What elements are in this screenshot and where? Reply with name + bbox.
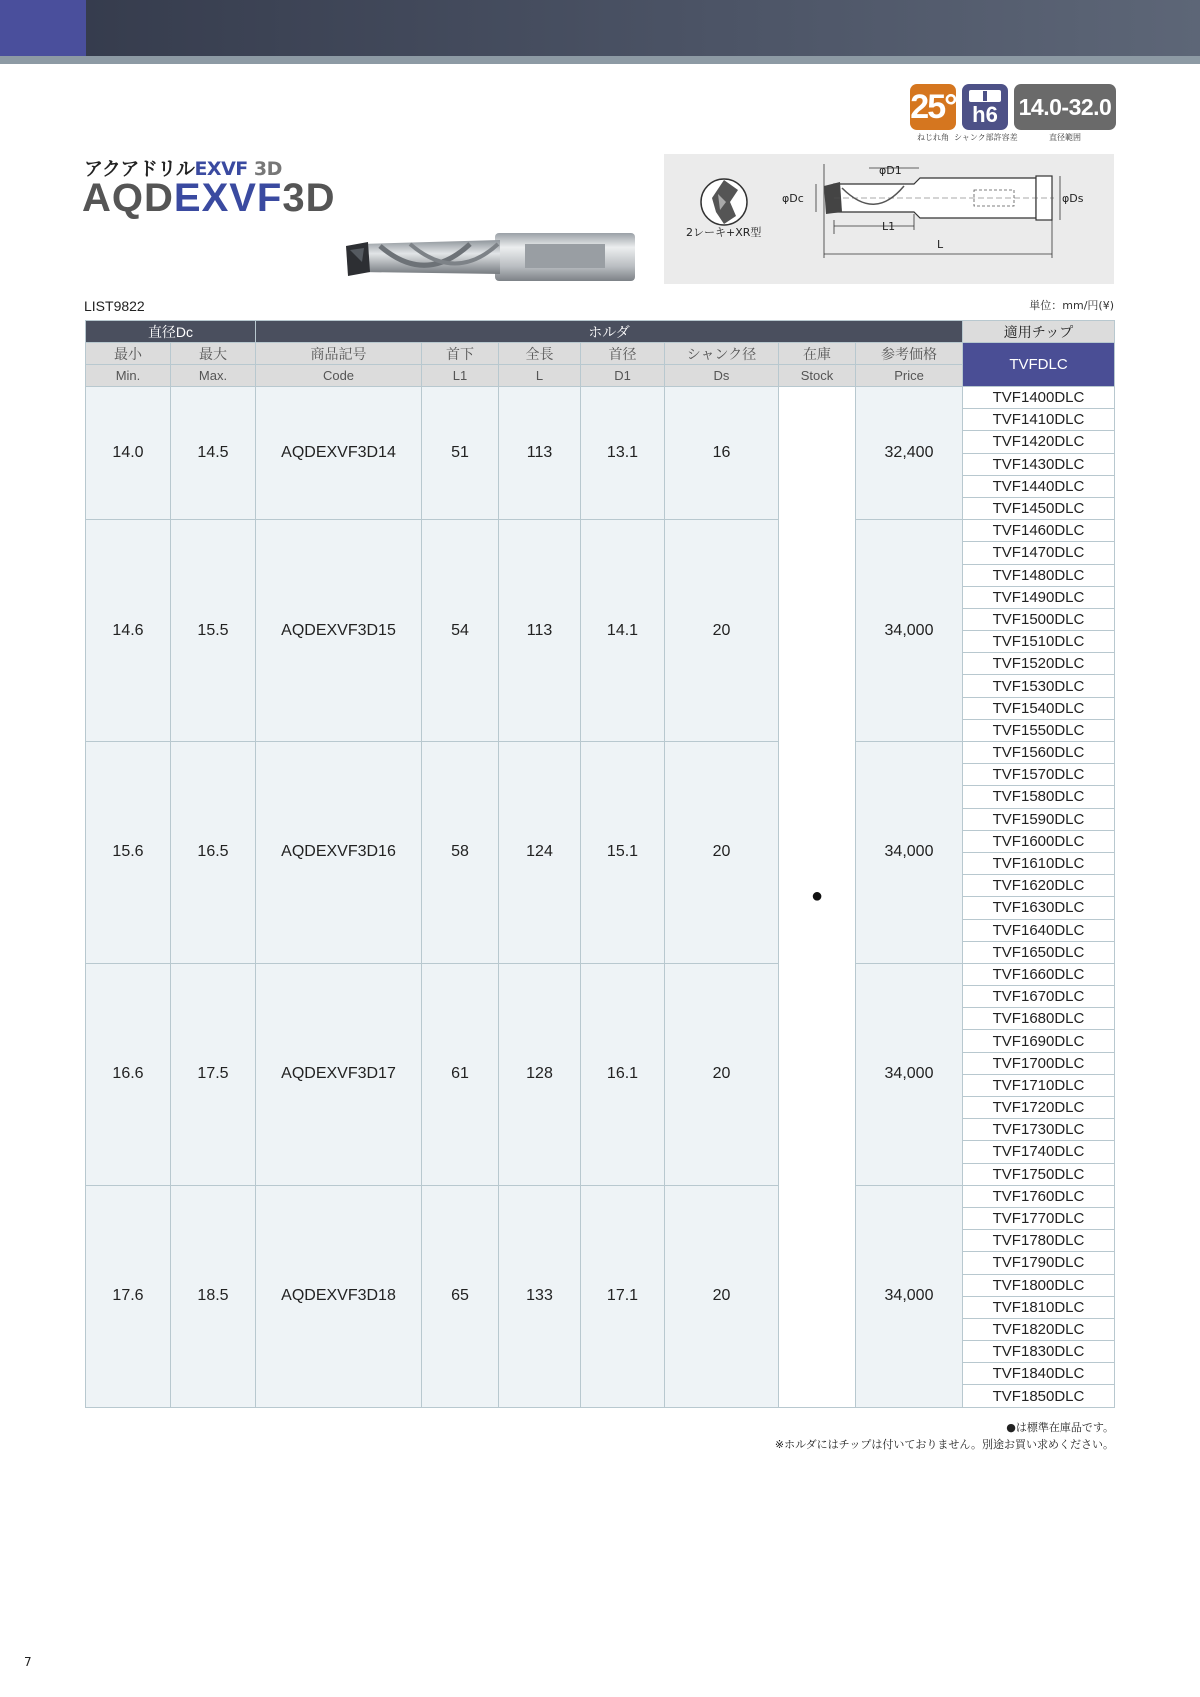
cell-l: 113 xyxy=(499,520,581,742)
cell-max: 16.5 xyxy=(171,742,256,964)
product-table xyxy=(85,320,1115,1408)
chip-code: TVF1540DLC xyxy=(963,697,1115,719)
column-header-max: 最大 xyxy=(171,343,256,365)
cell-ds: 20 xyxy=(665,742,779,964)
header-jp-row xyxy=(86,343,1115,365)
header-en-row xyxy=(86,365,1115,387)
header-accent xyxy=(0,0,86,56)
chip-code: TVF1790DLC xyxy=(963,1252,1115,1274)
ds-label: φDs xyxy=(1062,192,1084,205)
cell-ds: 20 xyxy=(665,520,779,742)
cell-ds: 20 xyxy=(665,963,779,1185)
group-chip-header: 適用チップ xyxy=(963,321,1115,343)
chip-code: TVF1420DLC xyxy=(963,431,1115,453)
cell-max: 14.5 xyxy=(171,387,256,520)
table-row xyxy=(86,742,1115,764)
chip-code: TVF1620DLC xyxy=(963,875,1115,897)
list-number: LIST9822 xyxy=(84,298,145,314)
header-rule xyxy=(0,56,1200,64)
stock-note: ●は標準在庫品です。 xyxy=(1006,1421,1114,1434)
cell-d1: 13.1 xyxy=(581,387,665,520)
dimension-diagram xyxy=(664,154,1114,284)
column-subheader-code: Code xyxy=(256,365,422,387)
column-header-price: 参考価格 xyxy=(856,343,963,365)
cell-l1: 61 xyxy=(422,963,499,1185)
cell-l: 133 xyxy=(499,1185,581,1407)
group-diameter-header: 直径Dc xyxy=(86,321,256,343)
column-header-l: 全長 xyxy=(499,343,581,365)
header-group-row xyxy=(86,321,1115,343)
column-header-l1: 首下 xyxy=(422,343,499,365)
column-header-min: 最小 xyxy=(86,343,171,365)
column-header-code: 商品記号 xyxy=(256,343,422,365)
column-header-d1: 首径 xyxy=(581,343,665,365)
cell-price: 32,400 xyxy=(856,387,963,520)
column-subheader-min: Min. xyxy=(86,365,171,387)
chip-code: TVF1410DLC xyxy=(963,409,1115,431)
cell-l: 124 xyxy=(499,742,581,964)
chip-code: TVF1740DLC xyxy=(963,1141,1115,1163)
cell-l1: 65 xyxy=(422,1185,499,1407)
cell-min: 14.0 xyxy=(86,387,171,520)
d1-label: φD1 xyxy=(879,164,902,177)
column-subheader-d1: D1 xyxy=(581,365,665,387)
column-subheader-stock: Stock xyxy=(779,365,856,387)
unit-label: 単位：mm/円(¥) xyxy=(1029,299,1114,312)
chip-code: TVF1800DLC xyxy=(963,1274,1115,1296)
column-subheader-max: Max. xyxy=(171,365,256,387)
chip-code: TVF1820DLC xyxy=(963,1318,1115,1340)
cell-l1: 51 xyxy=(422,387,499,520)
chip-code: TVF1750DLC xyxy=(963,1163,1115,1185)
cell-max: 15.5 xyxy=(171,520,256,742)
column-header-stock: 在庫 xyxy=(779,343,856,365)
chip-code: TVF1460DLC xyxy=(963,520,1115,542)
drill-image xyxy=(340,232,640,287)
chip-code: TVF1570DLC xyxy=(963,764,1115,786)
chip-code: TVF1760DLC xyxy=(963,1185,1115,1207)
chip-code: TVF1850DLC xyxy=(963,1385,1115,1407)
cell-code: AQDEXVF3D14 xyxy=(256,387,422,520)
header-bar xyxy=(0,0,1200,56)
chip-code: TVF1530DLC xyxy=(963,675,1115,697)
range-caption: 直径範囲 xyxy=(1049,133,1081,142)
cell-d1: 14.1 xyxy=(581,520,665,742)
group-holder-header: ホルダ xyxy=(256,321,963,343)
chip-code: TVF1650DLC xyxy=(963,941,1115,963)
chip-code: TVF1680DLC xyxy=(963,1008,1115,1030)
chip-type-header: TVFDLC xyxy=(963,343,1115,387)
shank-caption: シャンク部許容差 xyxy=(954,133,1018,142)
product-name-en: AQDEXVF3D xyxy=(82,176,336,220)
chip-code: TVF1500DLC xyxy=(963,608,1115,630)
cell-l: 128 xyxy=(499,963,581,1185)
cell-max: 18.5 xyxy=(171,1185,256,1407)
column-header-ds: シャンク径 xyxy=(665,343,779,365)
insert-caption: 2レーキ+XR型 xyxy=(686,226,762,239)
diameter-range-badge: 14.0-32.0 xyxy=(1014,84,1116,130)
table-row xyxy=(86,963,1115,985)
chip-code: TVF1700DLC xyxy=(963,1052,1115,1074)
chip-code: TVF1720DLC xyxy=(963,1097,1115,1119)
page-number: 7 xyxy=(24,1655,32,1669)
chip-code: TVF1670DLC xyxy=(963,986,1115,1008)
cell-code: AQDEXVF3D15 xyxy=(256,520,422,742)
chip-code: TVF1510DLC xyxy=(963,631,1115,653)
cell-code: AQDEXVF3D16 xyxy=(256,742,422,964)
chip-code: TVF1780DLC xyxy=(963,1230,1115,1252)
chip-code: TVF1440DLC xyxy=(963,475,1115,497)
cell-d1: 16.1 xyxy=(581,963,665,1185)
chip-code: TVF1470DLC xyxy=(963,542,1115,564)
cell-l1: 58 xyxy=(422,742,499,964)
chip-code: TVF1400DLC xyxy=(963,387,1115,409)
chip-code: TVF1580DLC xyxy=(963,786,1115,808)
cell-min: 16.6 xyxy=(86,963,171,1185)
chip-code: TVF1560DLC xyxy=(963,742,1115,764)
chip-code: TVF1840DLC xyxy=(963,1363,1115,1385)
l1-label: L1 xyxy=(882,220,896,233)
chip-code: TVF1690DLC xyxy=(963,1030,1115,1052)
cell-price: 34,000 xyxy=(856,1185,963,1407)
cell-code: AQDEXVF3D18 xyxy=(256,1185,422,1407)
helix-angle-badge: 25° xyxy=(910,84,956,130)
cell-l1: 54 xyxy=(422,520,499,742)
cell-d1: 17.1 xyxy=(581,1185,665,1407)
chip-code: TVF1490DLC xyxy=(963,586,1115,608)
chip-code: TVF1610DLC xyxy=(963,852,1115,874)
cell-max: 17.5 xyxy=(171,963,256,1185)
chip-code: TVF1730DLC xyxy=(963,1119,1115,1141)
chip-code: TVF1520DLC xyxy=(963,653,1115,675)
chip-code: TVF1480DLC xyxy=(963,564,1115,586)
stock-indicator: ● xyxy=(779,387,856,1408)
chip-code: TVF1810DLC xyxy=(963,1296,1115,1318)
spec-badges xyxy=(910,84,1116,144)
chip-note: ※ホルダにはチップは付いておりません。別途お買い求めください。 xyxy=(774,1438,1114,1451)
chip-code: TVF1830DLC xyxy=(963,1341,1115,1363)
cell-min: 15.6 xyxy=(86,742,171,964)
chip-code: TVF1450DLC xyxy=(963,497,1115,519)
column-subheader-ds: Ds xyxy=(665,365,779,387)
chip-code: TVF1710DLC xyxy=(963,1074,1115,1096)
table-row xyxy=(86,387,1115,409)
chip-code: TVF1550DLC xyxy=(963,719,1115,741)
dc-label: φDc xyxy=(782,192,804,205)
chip-code: TVF1660DLC xyxy=(963,963,1115,985)
chip-code: TVF1770DLC xyxy=(963,1207,1115,1229)
cell-d1: 15.1 xyxy=(581,742,665,964)
cell-code: AQDEXVF3D17 xyxy=(256,963,422,1185)
cell-ds: 16 xyxy=(665,387,779,520)
product-name-jp: アクアドリルEXVF 3D xyxy=(84,158,282,180)
chip-code: TVF1640DLC xyxy=(963,919,1115,941)
shank-tolerance-badge: h6 xyxy=(962,84,1008,130)
l-label: L xyxy=(937,238,944,251)
cell-price: 34,000 xyxy=(856,520,963,742)
table-row xyxy=(86,520,1115,542)
chip-code: TVF1600DLC xyxy=(963,830,1115,852)
chip-code: TVF1630DLC xyxy=(963,897,1115,919)
cell-price: 34,000 xyxy=(856,963,963,1185)
table-row xyxy=(86,1185,1115,1207)
chip-code: TVF1590DLC xyxy=(963,808,1115,830)
chip-code: TVF1430DLC xyxy=(963,453,1115,475)
cell-min: 17.6 xyxy=(86,1185,171,1407)
column-subheader-l: L xyxy=(499,365,581,387)
cell-price: 34,000 xyxy=(856,742,963,964)
cell-l: 113 xyxy=(499,387,581,520)
cell-min: 14.6 xyxy=(86,520,171,742)
column-subheader-price: Price xyxy=(856,365,963,387)
column-subheader-l1: L1 xyxy=(422,365,499,387)
helix-caption: ねじれ角 xyxy=(917,133,949,142)
cell-ds: 20 xyxy=(665,1185,779,1407)
